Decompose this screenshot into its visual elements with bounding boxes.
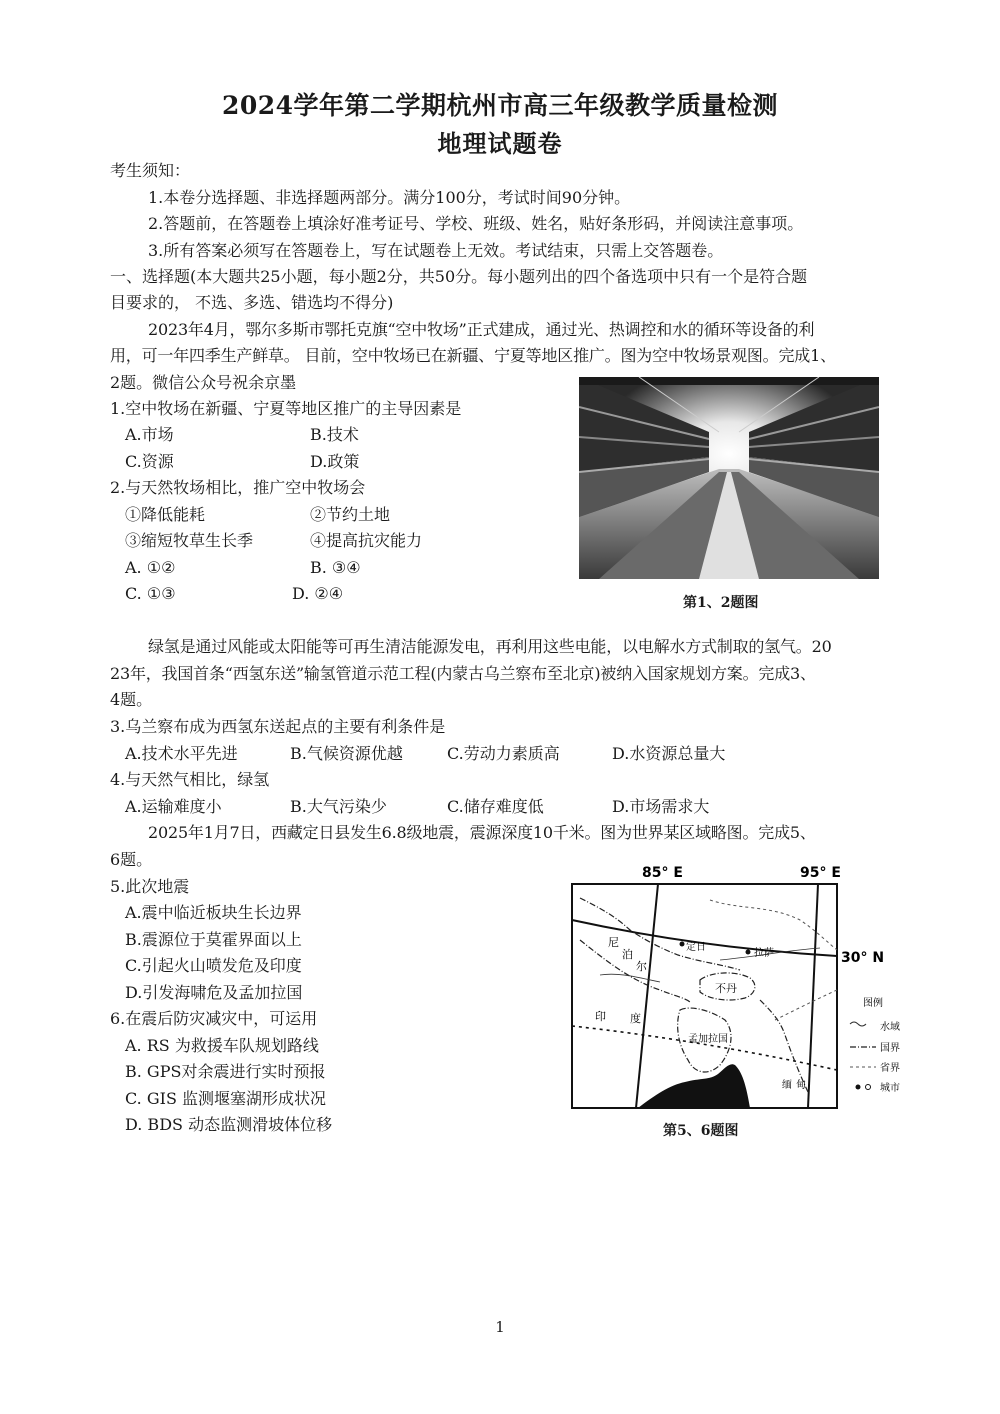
legend-city-symbol xyxy=(866,1085,871,1090)
label-bhutan: 不丹 xyxy=(715,982,737,995)
option-a: A.震中临近板块生长边界 xyxy=(125,903,302,922)
lat-label-30: 30° N xyxy=(841,950,885,966)
option-c: C. ①③ xyxy=(125,584,176,603)
option-c: C. GIS 监测堰塞湖形成状况 xyxy=(125,1089,326,1108)
label-myanmar-2: 甸 xyxy=(796,1080,806,1091)
lon-label-85: 85° E xyxy=(642,865,683,881)
legend-provincial: 省界 xyxy=(880,1063,900,1074)
passage-text: 6题。 xyxy=(110,850,153,869)
region-map xyxy=(560,860,920,1120)
label-dingri: 定日 xyxy=(686,942,706,953)
legend-city: 城市 xyxy=(880,1083,900,1094)
exam-title: 2024学年第二学期杭州市高三年级教学质量检测 xyxy=(221,91,779,120)
question-stem: 2.与天然牧场相比，推广空中牧场会 xyxy=(110,478,366,497)
option-d: D. ②④ xyxy=(292,584,344,603)
option-d: D.引发海啸危及孟加拉国 xyxy=(125,983,303,1002)
lon-label-95: 95° E xyxy=(800,865,841,881)
legend-national: 国界 xyxy=(880,1043,900,1054)
passage-text: 2025年1月7日，西藏定日县发生6.8级地震，震源深度10千米。图为世界某区域略图。完成5、 xyxy=(148,823,816,842)
option-c: C.资源 xyxy=(125,452,174,471)
figure-caption: 第1、2题图 xyxy=(683,595,759,611)
option-b: B. GPS对余震进行实时预报 xyxy=(125,1062,326,1081)
option-a: A. RS 为救援车队规划路线 xyxy=(125,1036,319,1055)
label-nepal-1: 尼 xyxy=(608,936,619,949)
option-b: B.技术 xyxy=(310,425,359,444)
option-c: C.劳动力素质高 xyxy=(447,744,560,763)
label-lhasa: 拉萨 xyxy=(754,948,774,959)
label-myanmar-1: 缅 xyxy=(782,1080,792,1091)
label-india-2: 度 xyxy=(630,1012,641,1025)
legend-city-symbol xyxy=(856,1085,861,1090)
region-map-svg xyxy=(560,860,920,1120)
exam-subtitle: 地理试题卷 xyxy=(437,129,563,158)
option-b: B.大气污染少 xyxy=(290,797,387,816)
legend-water-symbol xyxy=(850,1022,866,1026)
option-d: D.市场需求大 xyxy=(612,797,710,816)
passage-text: 4题。 xyxy=(110,690,153,709)
question-stem: 3.乌兰察布成为西氢东送起点的主要有利条件是 xyxy=(110,717,446,736)
legend-water: 水域 xyxy=(880,1022,900,1033)
statement-4: ④提高抗灾能力 xyxy=(310,531,423,550)
statement-2: ②节约土地 xyxy=(310,505,391,524)
sky-pasture-illustration xyxy=(579,377,879,579)
city-marker-dingri xyxy=(680,942,685,947)
option-d: D.政策 xyxy=(310,452,360,471)
passage-text: 绿氢是通过风能或太阳能等可再生清洁能源发电，再利用这些电能，以电解水方式制取的氢气。20 xyxy=(148,637,832,656)
option-b: B.震源位于莫霍界面以上 xyxy=(125,930,302,949)
passage-text: 用，可一年四季生产鲜草。 目前，空中牧场已在新疆、宁夏等地区推广。图为空中牧场景观图。完成1、 xyxy=(110,346,836,365)
option-a: A.运输难度小 xyxy=(125,797,222,816)
statement-1: ①降低能耗 xyxy=(125,505,206,524)
option-b: B.气候资源优越 xyxy=(290,744,403,763)
city-marker-lhasa xyxy=(746,950,751,955)
section-heading: 一、选择题(本大题共25小题，每小题2分，共50分。每小题列出的四个备选项中只有一个是符合题 xyxy=(110,267,808,286)
notice-item: 2.答题前，在答题卷上填涂好准考证号、学校、班级、姓名，贴好条形码，并阅读注意事项。 xyxy=(148,214,804,233)
option-a: A. ①② xyxy=(125,558,176,577)
notice-heading: 考生须知： xyxy=(110,161,191,180)
notice-item: 1.本卷分选择题、非选择题两部分。满分100分，考试时间90分钟。 xyxy=(148,188,631,207)
passage-text: 2023年4月，鄂尔多斯市鄂托克旗“空中牧场”正式建成，通过光、热调控和水的循环等设备的利 xyxy=(148,320,815,339)
legend-title: 图例 xyxy=(863,998,883,1009)
statement-3: ③缩短牧草生长季 xyxy=(125,531,254,550)
page-number: 1 xyxy=(495,1318,505,1336)
question-stem: 4.与天然气相比，绿氢 xyxy=(110,770,270,789)
option-d: D.水资源总量大 xyxy=(612,744,726,763)
option-d: D. BDS 动态监测滑坡体位移 xyxy=(125,1115,333,1134)
section-heading-cont: 目要求的， 不选、多选、错选均不得分) xyxy=(110,293,394,312)
figure-caption: 第5、6题图 xyxy=(663,1123,739,1139)
question-stem: 5.此次地震 xyxy=(110,877,190,896)
question-stem: 1.空中牧场在新疆、宁夏等地区推广的主导因素是 xyxy=(110,399,462,418)
question-stem: 6.在震后防灾减灾中，可运用 xyxy=(110,1009,318,1028)
option-c: C.引起火山喷发危及印度 xyxy=(125,956,302,975)
option-c: C.储存难度低 xyxy=(447,797,544,816)
option-b: B. ③④ xyxy=(310,558,361,577)
option-a: A.市场 xyxy=(125,425,174,444)
label-nepal-3: 尔 xyxy=(636,960,647,973)
notice-item: 3.所有答案必须写在答题卷上，写在试题卷上无效。考试结束，只需上交答题卷。 xyxy=(148,241,724,260)
option-a: A.技术水平先进 xyxy=(125,744,238,763)
label-bangladesh: 孟加拉国 xyxy=(688,1034,728,1045)
map-frame xyxy=(572,884,837,1108)
sky-pasture-photo xyxy=(579,377,879,579)
passage-text: 23年，我国首条“西氢东送”输氢管道示范工程(内蒙古乌兰察布至北京)被纳入国家规划方案。完成3、 xyxy=(110,664,816,683)
passage-text: 2题。微信公众号祝余京墨 xyxy=(110,373,297,392)
label-nepal-2: 泊 xyxy=(622,948,633,961)
label-india-1: 印 xyxy=(595,1010,606,1023)
